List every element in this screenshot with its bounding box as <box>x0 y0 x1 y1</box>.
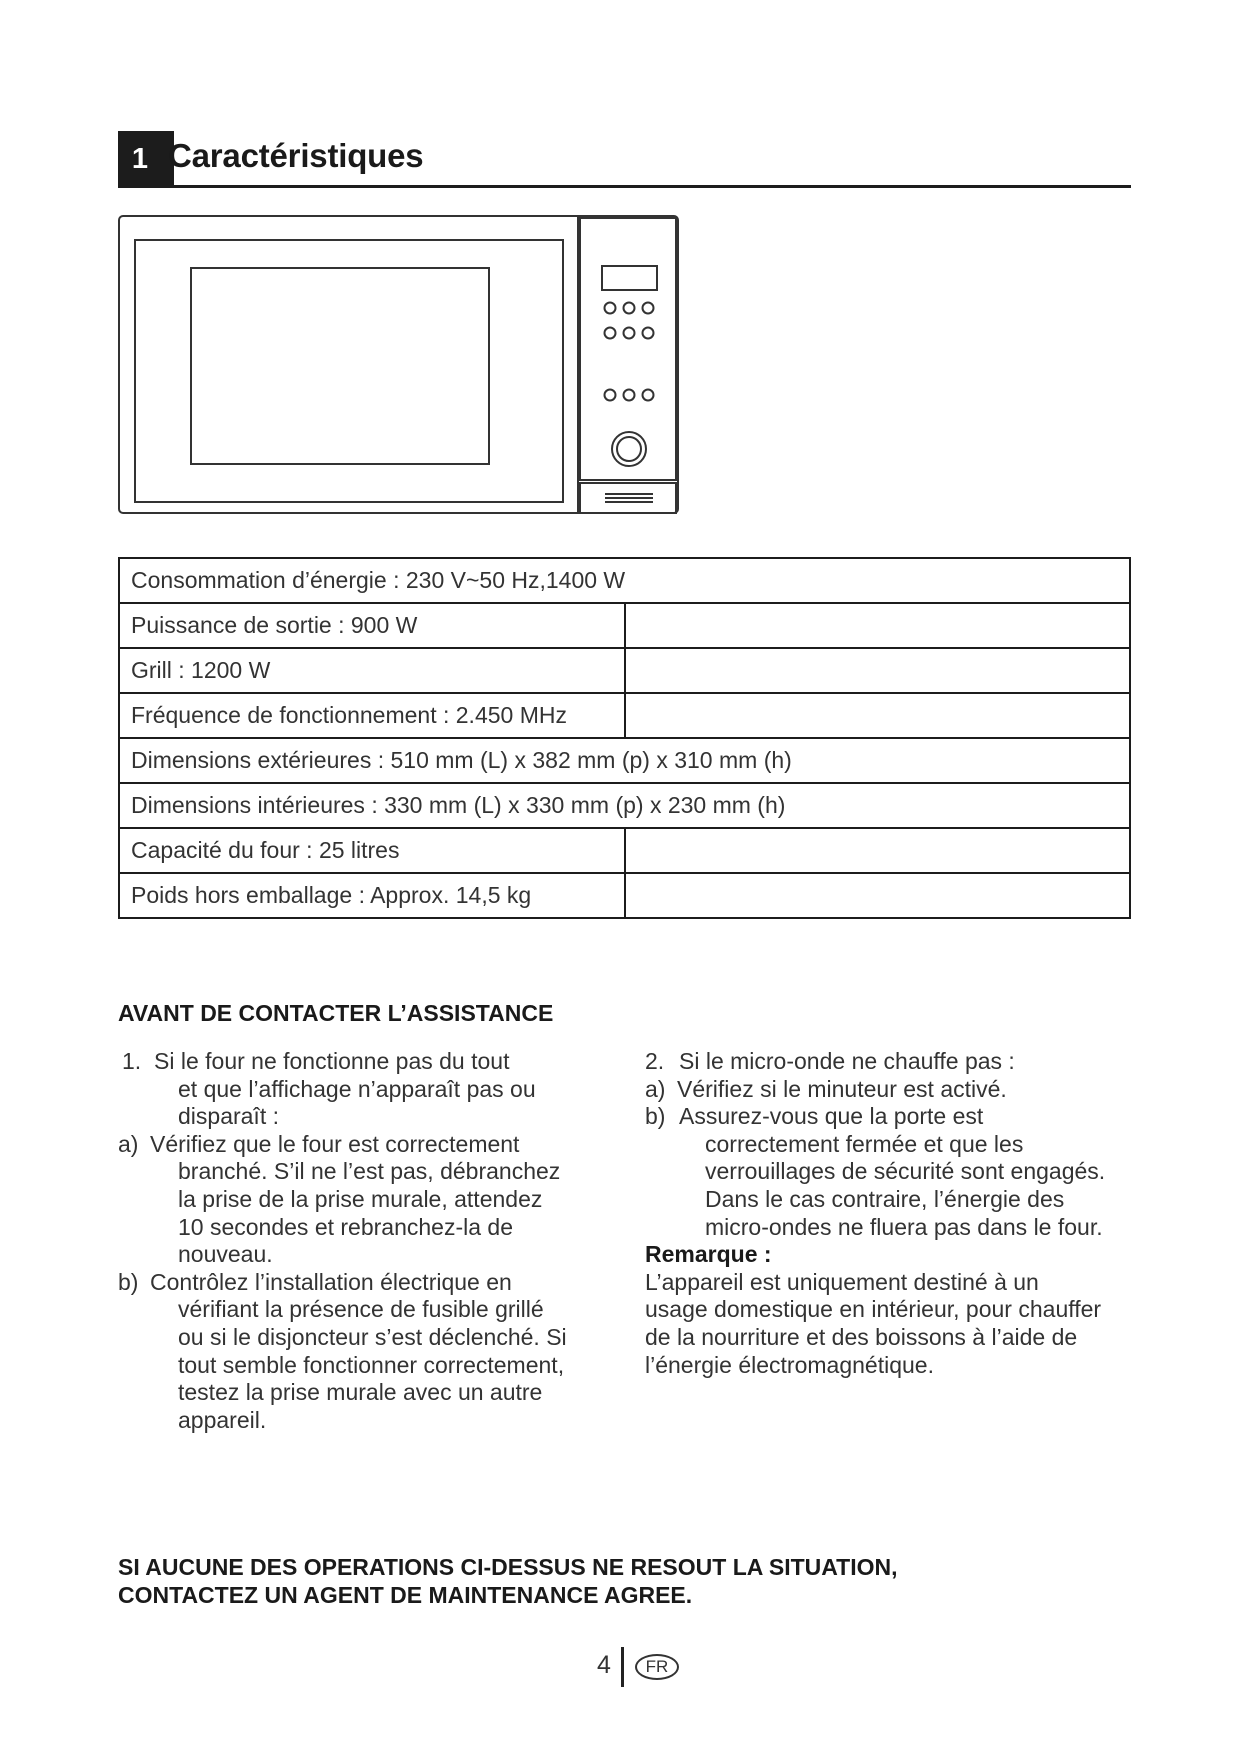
item-text: Vérifiez que le four est correctement <box>150 1130 520 1157</box>
button-9 <box>643 390 654 401</box>
language-badge: FR <box>635 1654 679 1680</box>
item-text: Assurez-vous que la porte est <box>679 1103 984 1130</box>
item-text: Contrôlez l’installation électrique en <box>150 1268 512 1295</box>
item-continuation: et que l’affichage n’apparaît pas ou <box>178 1075 536 1102</box>
assistance-heading: AVANT DE CONTACTER L’ASSISTANCE <box>118 1000 554 1026</box>
spec-cell: Capacité du four : 25 litres <box>119 828 625 873</box>
item-continuation: correctement fermée et que les <box>705 1130 1024 1157</box>
item-number: 1. <box>122 1048 142 1074</box>
item-letter: a) <box>645 1075 666 1102</box>
remark-line: de la nourriture et des boissons à l’aide de <box>645 1323 1078 1350</box>
empty-cell <box>625 693 1131 738</box>
oven-window <box>191 268 489 464</box>
spec-cell: Consommation d’énergie : 230 V~50 Hz,1400 W <box>119 558 1130 603</box>
table-row <box>119 648 1130 693</box>
item-number: 2. <box>645 1048 665 1074</box>
list-item <box>118 1131 638 1159</box>
list-item <box>118 1269 638 1297</box>
empty-cell <box>625 603 1131 648</box>
item-text: Vérifiez si le minuteur est activé. <box>677 1075 1007 1102</box>
spec-cell: Dimensions extérieures : 510 mm (L) x 382 mm (p) x 310 mm (h) <box>119 738 1130 783</box>
spec-table <box>118 557 1131 919</box>
item-continuation: disparaît : <box>178 1103 279 1130</box>
item-continuation: vérifiant la présence de fusible grillé <box>178 1296 544 1323</box>
microwave-illustration <box>118 215 683 520</box>
button-6 <box>643 328 654 339</box>
footer-divider <box>621 1647 624 1687</box>
display-screen <box>602 266 657 290</box>
table-row <box>119 693 1130 738</box>
empty-cell <box>625 648 1131 693</box>
list-item <box>645 1048 1145 1076</box>
button-8 <box>624 390 635 401</box>
remark-line: L’appareil est uniquement destiné à un <box>645 1268 1039 1295</box>
item-letter: a) <box>118 1130 139 1157</box>
header-rule <box>118 185 1131 188</box>
item-continuation: nouveau. <box>178 1241 273 1268</box>
button-4 <box>605 328 616 339</box>
item-text: Si le micro-onde ne chauffe pas : <box>679 1048 1015 1074</box>
notice-line: SI AUCUNE DES OPERATIONS CI-DESSUS NE RESOUT LA SITUATION, <box>118 1554 898 1580</box>
page-number: 4 <box>597 1651 611 1679</box>
item-continuation: branché. S’il ne l’est pas, débranchez <box>178 1158 561 1185</box>
table-row <box>119 558 1130 603</box>
remark-title: Remarque : <box>645 1241 772 1268</box>
spec-cell: Puissance de sortie : 900 W <box>119 603 625 648</box>
spec-table-wrapper <box>118 557 1131 919</box>
control-panel-frame <box>580 218 676 480</box>
item-continuation: tout semble fonctionner correctement, <box>178 1351 565 1378</box>
spec-cell: Grill : 1200 W <box>119 648 625 693</box>
spec-cell: Fréquence de fonctionnement : 2.450 MHz <box>119 693 625 738</box>
button-5 <box>624 328 635 339</box>
item-continuation: ou si le disjoncteur s’est déclenché. Si <box>178 1323 567 1350</box>
item-continuation: appareil. <box>178 1406 267 1433</box>
remark-line: usage domestique en intérieur, pour chauffer <box>645 1296 1102 1323</box>
item-text: Si le four ne fonctionne pas du tout <box>154 1048 510 1074</box>
notice-line: CONTACTEZ UN AGENT DE MAINTENANCE AGREE. <box>118 1582 693 1608</box>
oven-door <box>135 240 563 502</box>
table-row <box>119 783 1130 828</box>
section-title: Caractéristiques <box>168 137 424 174</box>
remark-line: l’énergie électromagnétique. <box>645 1351 934 1378</box>
spec-cell: Poids hors emballage : Approx. 14,5 kg <box>119 873 625 918</box>
empty-cell <box>625 873 1131 918</box>
table-row <box>119 873 1130 918</box>
list-item <box>645 1103 1145 1131</box>
button-7 <box>605 390 616 401</box>
item-continuation: testez la prise murale avec un autre <box>178 1379 543 1406</box>
oven-body <box>119 216 678 513</box>
list-item <box>118 1048 638 1076</box>
button-1 <box>605 303 616 314</box>
section-number-badge: 1 <box>118 131 174 187</box>
list-item <box>645 1076 1145 1104</box>
troubleshooting-right-column <box>645 1048 1145 1379</box>
item-letter: b) <box>118 1268 139 1295</box>
control-dial-inner <box>617 437 641 461</box>
troubleshooting-left-column <box>118 1048 638 1434</box>
button-3 <box>643 303 654 314</box>
item-continuation: Dans le cas contraire, l’énergie des <box>705 1185 1065 1212</box>
maintenance-notice <box>118 1553 1118 1609</box>
item-letter: b) <box>645 1103 666 1130</box>
spec-cell: Dimensions intérieures : 330 mm (L) x 330 mm (p) x 230 mm (h) <box>119 783 1130 828</box>
item-continuation: 10 secondes et rebranchez-la de <box>178 1213 513 1240</box>
table-row <box>119 738 1130 783</box>
button-2 <box>624 303 635 314</box>
table-row <box>119 828 1130 873</box>
item-continuation: micro-ondes ne fluera pas dans le four. <box>705 1213 1103 1240</box>
item-continuation: la prise de la prise murale, attendez <box>178 1185 543 1212</box>
empty-cell <box>625 828 1131 873</box>
table-row <box>119 603 1130 648</box>
item-continuation: verrouillages de sécurité sont engagés. <box>705 1158 1106 1185</box>
